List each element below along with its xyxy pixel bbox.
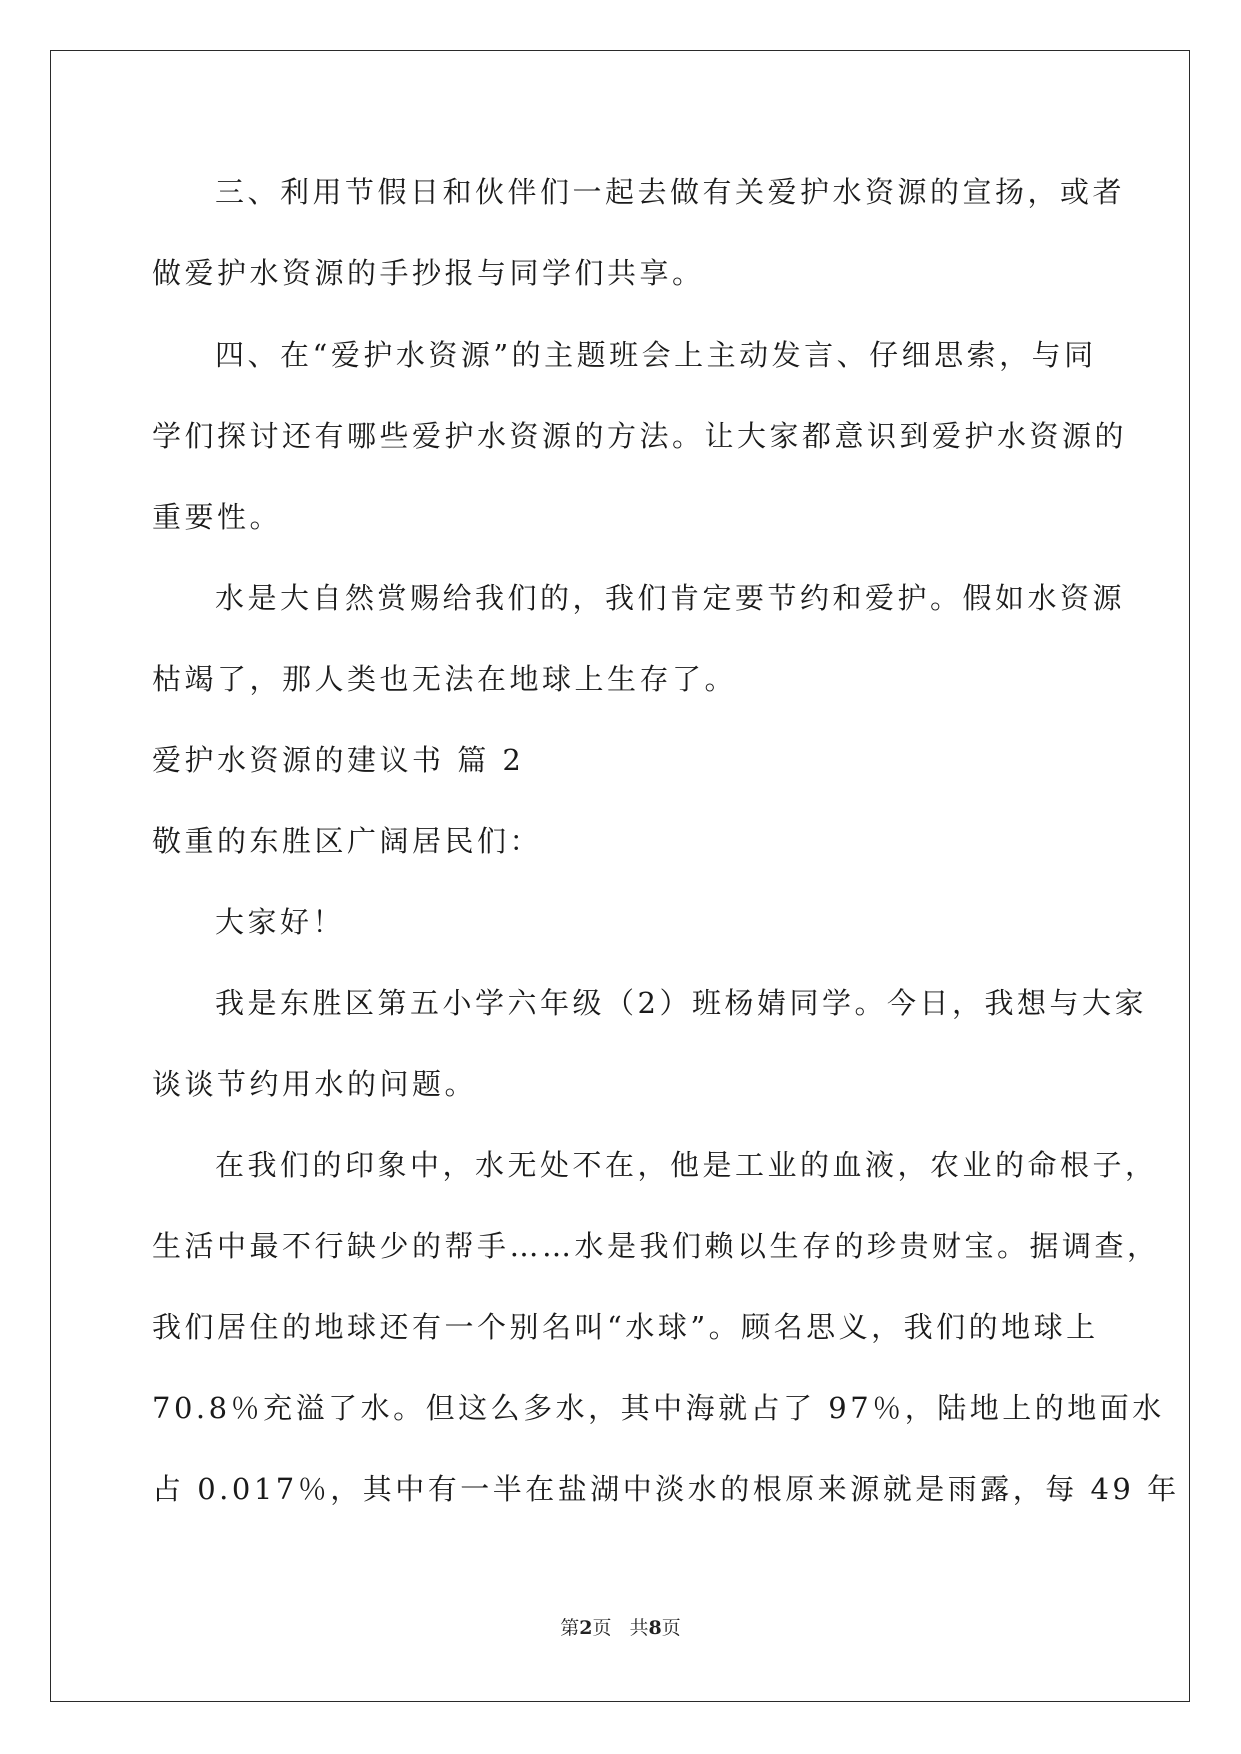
paragraph-line: 水是大自然赏赐给我们的，我们肯定要节约和爱护。假如水资源 — [215, 581, 1126, 615]
paragraph-line: 生活中最不行缺少的帮手……水是我们赖以生存的珍贵财宝。据调查， — [152, 1229, 1160, 1263]
total-page-count: 8 — [648, 1617, 662, 1639]
paragraph-line: 四、在“爱护水资源”的主题班会上主动发言、仔细思索，与同 — [215, 338, 1097, 372]
paragraph-line: 枯竭了，那人类也无法在地球上生存了。 — [152, 662, 738, 696]
salutation: 敬重的东胜区广阔居民们： — [152, 824, 543, 858]
page-number-prefix: 第 — [560, 1617, 580, 1639]
page-footer — [0, 1613, 1241, 1640]
section-heading: 爱护水资源的建议书 篇 2 — [152, 743, 525, 777]
paragraph-line: 我们居住的地球还有一个别名叫“水球”。顾名思义，我们的地球上 — [152, 1310, 1099, 1344]
paragraph-line: 做爱护水资源的手抄报与同学们共享。 — [152, 256, 705, 290]
page-number-mid: 页 — [592, 1617, 612, 1639]
paragraph-line: 学们探讨还有哪些爱护水资源的方法。让大家都意识到爱护水资源的 — [152, 419, 1128, 453]
paragraph-line: 在我们的印象中，水无处不在，他是工业的血液，农业的命根子， — [215, 1148, 1158, 1182]
page-number-suffix: 页 — [661, 1617, 681, 1639]
paragraph-line: 重要性。 — [152, 500, 283, 534]
paragraph-line: 谈谈节约用水的问题。 — [152, 1067, 478, 1101]
page-border — [50, 50, 1190, 1702]
paragraph-line: 70.8％充溢了水。但这么多水，其中海就占了 97％，陆地上的地面水 — [152, 1391, 1165, 1425]
paragraph-line: 我是东胜区第五小学六年级（2）班杨婧同学。今日，我想与大家 — [215, 986, 1147, 1020]
current-page-number: 2 — [579, 1617, 593, 1639]
greeting: 大家好！ — [215, 905, 346, 939]
total-pages-prefix: 共 — [629, 1617, 649, 1639]
paragraph-line: 三、利用节假日和伙伴们一起去做有关爱护水资源的宣扬，或者 — [215, 175, 1126, 209]
paragraph-line: 占 0.017％，其中有一半在盐湖中淡水的根原来源就是雨露，每 49 年 — [152, 1472, 1180, 1506]
